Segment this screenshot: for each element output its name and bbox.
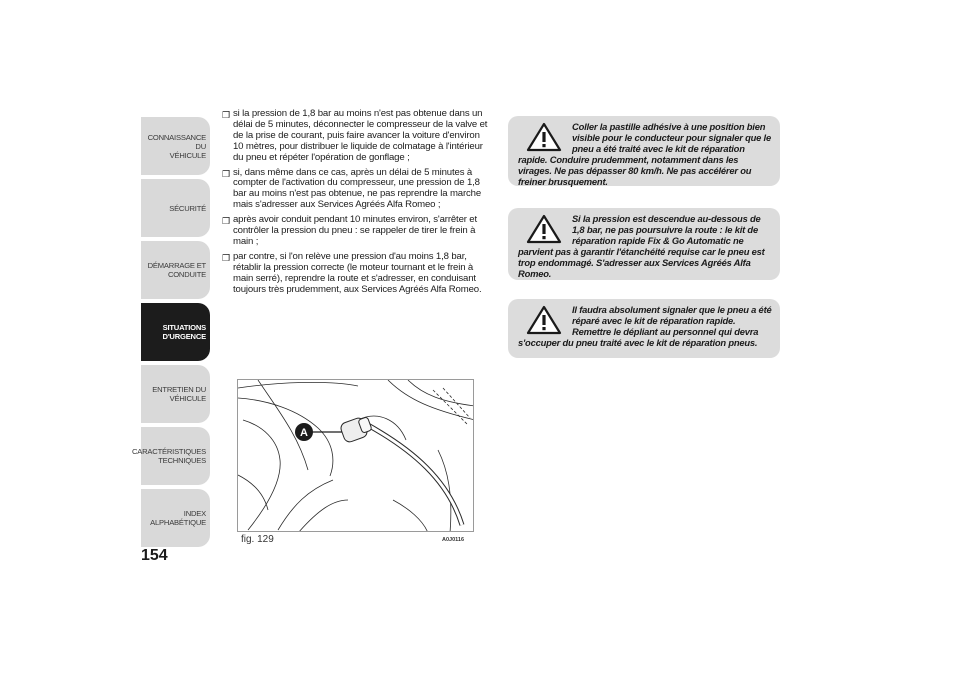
figure-caption: fig. 129 bbox=[241, 534, 274, 545]
list-item bbox=[222, 168, 492, 212]
instruction-list bbox=[222, 109, 492, 300]
tab-connaissance-du-vehicule[interactable] bbox=[141, 117, 210, 175]
list-item bbox=[222, 252, 492, 296]
tab-securite[interactable] bbox=[141, 179, 210, 237]
list-item-text: après avoir conduit pendant 10 minutes environ, s'arrêter et contrôler la pression du pneu : se rappeler de tirer le frein à main ; bbox=[233, 214, 478, 247]
checkbox-bullet-icon: ❒ bbox=[222, 252, 230, 263]
list-item bbox=[222, 109, 492, 164]
tab-label: SITUATIONS D'URGENCE bbox=[162, 323, 206, 341]
list-item-text: par contre, si l'on relève une pression d'au moins 1,8 bar, rétablir la pression correcte (le moteur tournant et le frein à main serré), reprendre la route et s'adresser, en conduisant toujours très prudemment, aux Services Agréés Alfa Romeo. bbox=[233, 250, 482, 295]
warning-box bbox=[508, 299, 780, 358]
warning-triangle-icon bbox=[526, 305, 562, 335]
tab-entretien-du-vehicule[interactable] bbox=[141, 365, 210, 423]
tab-demarrage-et-conduite[interactable] bbox=[141, 241, 210, 299]
figure-illustration bbox=[237, 379, 474, 532]
warning-box bbox=[508, 116, 780, 186]
warning-box bbox=[508, 208, 780, 280]
page-number: 154 bbox=[141, 547, 168, 564]
warning-triangle-icon bbox=[526, 122, 562, 152]
figure-code: A0J0116 bbox=[442, 537, 465, 543]
tab-label: INDEX ALPHABÉTIQUE bbox=[150, 509, 206, 527]
tab-label: CONNAISSANCE DU VÉHICULE bbox=[147, 132, 206, 160]
checkbox-bullet-icon: ❒ bbox=[222, 168, 230, 179]
warning-text: Coller la pastille adhésive à une position bien visible pour le conducteur pour signaler que le pneu a été traité avec le kit de réparation rapide. Conduire prudemment, notamment dans les virages. Ne pas dépasser 80 km/h. Ne pas accélérer ou freiner brusquement. bbox=[518, 121, 771, 187]
tab-label: ENTRETIEN DU VÉHICULE bbox=[152, 385, 206, 403]
list-item bbox=[222, 215, 492, 248]
list-item-text: si, dans même dans ce cas, après un délai de 5 minutes à compter de l'activation du compresseur, une pression de 1,8 bar au moins n'est pas obtenue, ne pas reprendre la marche mais s'adresser aux Services Agréés Alfa Romeo ; bbox=[233, 166, 482, 211]
tab-index-alphabetique[interactable] bbox=[141, 489, 210, 547]
warning-triangle-icon bbox=[526, 214, 562, 244]
tab-label: DÉMARRAGE ET CONDUITE bbox=[147, 261, 206, 279]
checkbox-bullet-icon: ❒ bbox=[222, 216, 230, 227]
tab-caracteristiques-techniques[interactable] bbox=[131, 427, 210, 485]
checkbox-bullet-icon: ❒ bbox=[222, 110, 230, 120]
list-item-text: si la pression de 1,8 bar au moins n'est pas obtenue dans un délai de 5 minutes, déconnecter le compresseur de la valve et de la prise de courant, puis faire avancer la voiture d'environ 10 mètres, pour distribuer le liquide de colmatage à l'intérieur du pneu et répéter l'opération de gonflage ; bbox=[233, 108, 488, 163]
warning-text: Si la pression est descendue au-dessous de 1,8 bar, ne pas poursuivre la route : le kit de réparation rapide Fix & Go Automatic ne parvient pas à garantir l'étanchéité requise car le pneu est trop endommagé. S'adresser aux Services Agréés Alfa Romeo. bbox=[518, 213, 765, 279]
tab-label: CARACTÉRISTIQUES TECHNIQUES bbox=[131, 447, 206, 465]
warning-text: Il faudra absolument signaler que le pneu a été réparé avec le kit de réparation rapide. Remettre le dépliant au personnel qui devra s'occuper du pneu traité avec le kit de réparation pneus. bbox=[518, 304, 772, 348]
tab-situations-d-urgence[interactable] bbox=[141, 303, 210, 361]
tyre-valve-illustration bbox=[238, 380, 474, 532]
tab-label: SÉCURITÉ bbox=[169, 203, 206, 213]
callout-label: A bbox=[300, 427, 308, 439]
